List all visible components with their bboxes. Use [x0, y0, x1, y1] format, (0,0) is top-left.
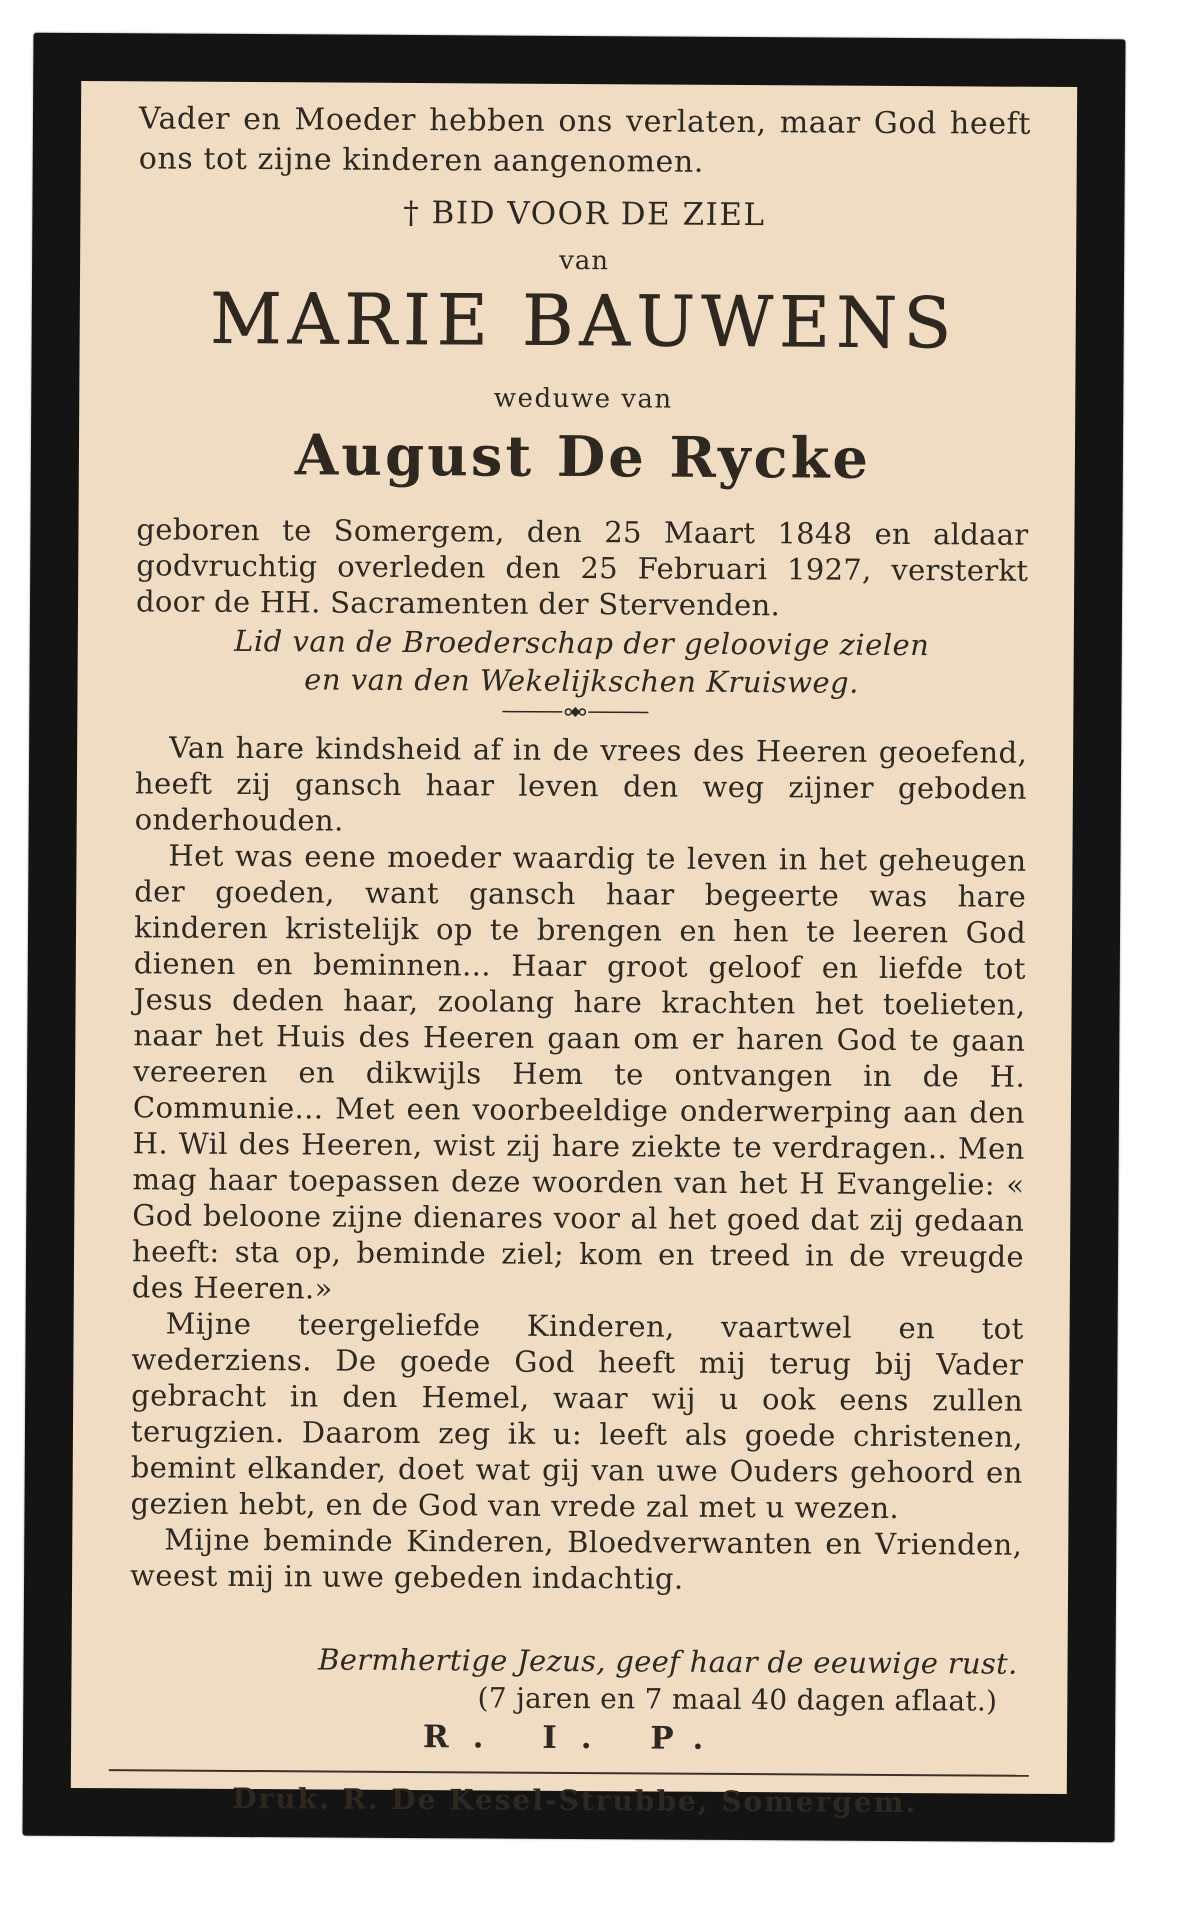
paragraph-4: Mijne beminde Kinderen, Bloedverwanten en Vrienden, weest mij in uwe gebeden indachtig. — [129, 1522, 1023, 1596]
paragraph-2: Het was eene moeder waardig te leven in het geheugen der goeden, want gansch haar begeerte was hare kinderen kristelijk op te brengen en hen te leeren God dienen en beminnen... Haar groot geloof en liefde tot Jesus deden haar, zoolang hare krachten het toelieten, naar het Huis des Heeren gaan om er haren God te gaan vereeren en dikwijls Hem te ontvangen in de H. Communie... Met een voorbeeldige onderwerping aan den H. Wil des Heeren, wist zij hare ziekte te verdragen.. Men mag haar toepassen deze woorden van het H Evangelie: « God beloone zijne dienares voor al het goed dat zij gedaan heeft: sta op, beminde ziel; kom en treed in de vreugde des Heeren.» — [131, 838, 1027, 1306]
membership-line-1: Lid van de Broederschap der geloovige zielen — [234, 623, 930, 663]
van-label: van — [559, 245, 610, 277]
prayer-heading: † BID VOOR DE ZIEL — [403, 194, 766, 234]
card-paper — [71, 81, 1077, 1820]
ornament-divider-icon — [500, 702, 650, 723]
membership-line-2: en van den Wekelijkschen Kruisweg. — [304, 662, 860, 700]
motto-text: Vader en Moeder hebben ons verlaten, maar God heeft ons tot zijne kinderen aangenomen. — [138, 101, 1032, 180]
indulgence-note: (7 jaren en 7 maal 40 dagen aflaat.) — [477, 1681, 998, 1718]
biography-text — [130, 729, 1027, 1598]
printer-credit: Druk. R. De Kesel-Strubbe, Somergem. — [232, 1781, 918, 1820]
husband-name: August De Rycke — [294, 422, 872, 492]
deceased-name: MARIE BAUWENS — [209, 277, 958, 365]
birth-death-text: geboren te Somergem, den 25 Maart 1848 en aldaar godvruchtig overleden den 25 Februari 1927, versterkt door de HH. Sacramenten der Stervenden. — [135, 512, 1029, 623]
rip-text: R. I. P. — [422, 1719, 728, 1757]
footer-divider — [109, 1769, 1029, 1777]
paragraph-1: Van hare kindsheid af in de vrees des Heeren geoefend, heeft zij gansch haar leven den weg zijner geboden onderhouden. — [134, 730, 1028, 838]
membership-text — [135, 621, 1027, 702]
paragraph-3: Mijne teergeliefde Kinderen, vaartwel en tot wederziens. De goede God heeft mij terug bij Vader gebracht in den Hemel, waar wij u ook eens zullen terugzien. Daarom zeg ik u: leeft als goede christenen, bemint elkander, doet wat gij van uwe Ouders gehoord en gezien hebt, en de God van vrede zal met u wezen. — [130, 1306, 1024, 1525]
closing-prayer: Bermhertige Jezus, geef haar de eeuwige rust. — [318, 1642, 1018, 1681]
memorial-card — [23, 33, 1126, 1843]
widow-of-label: weduwe van — [493, 383, 673, 415]
